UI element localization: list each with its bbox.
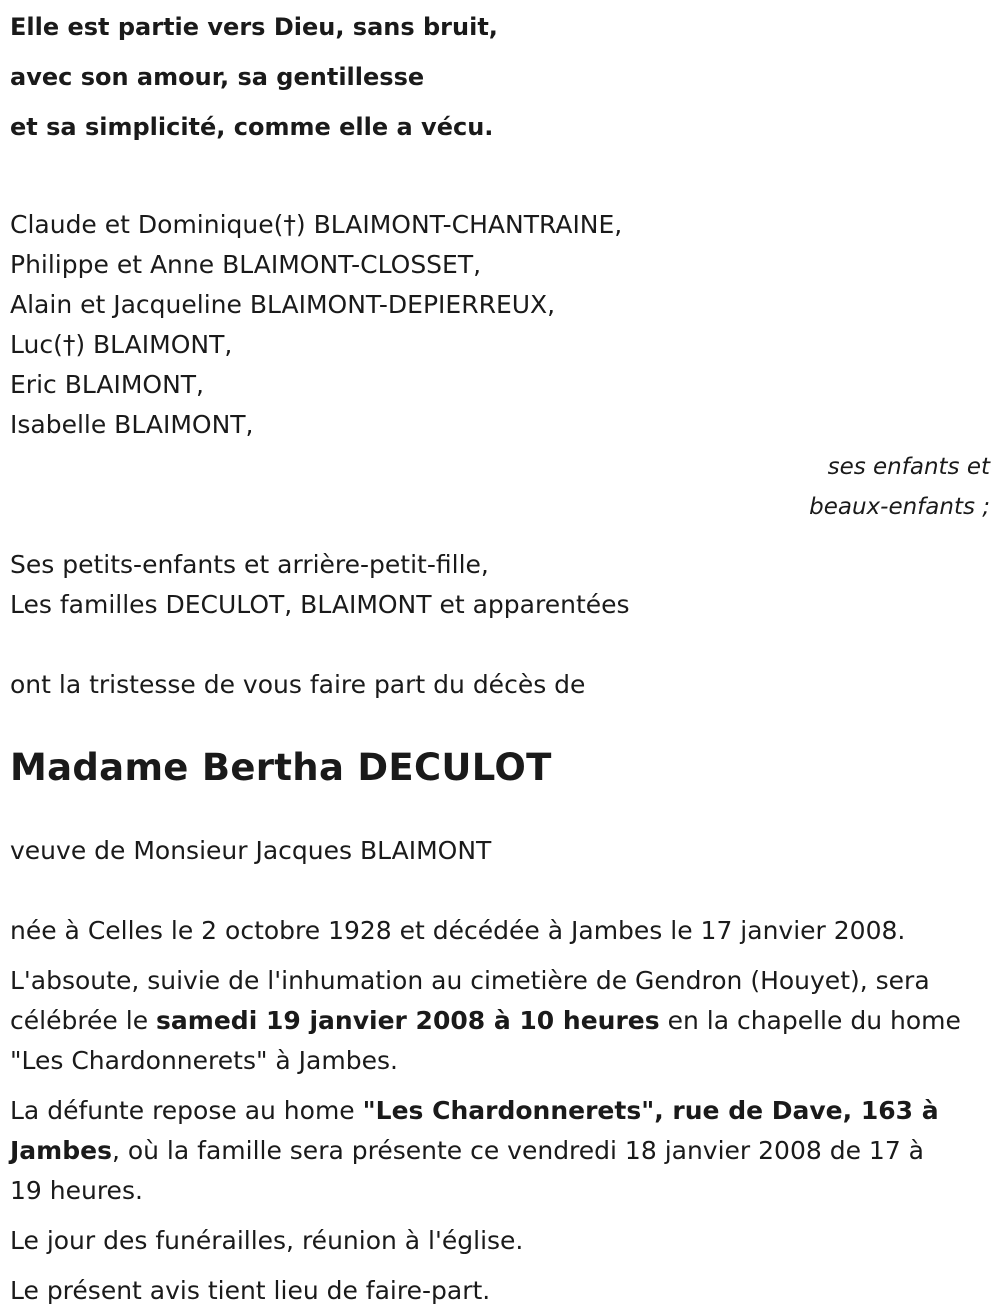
verse-line: et sa simplicité, comme elle a vécu. bbox=[10, 113, 494, 141]
notice-note: Le présent avis tient lieu de faire-part. bbox=[10, 1276, 491, 1305]
child-entry: Eric BLAIMONT, bbox=[10, 370, 205, 399]
other-relatives bbox=[10, 545, 990, 625]
verse bbox=[10, 2, 990, 152]
funeral-line: L'absoute, suivie de l'inhumation au cimetière de Gendron (Houyet), sera bbox=[10, 966, 930, 995]
deceased-name: Madame Bertha DECULOT bbox=[10, 746, 552, 789]
visitation-line bbox=[10, 1091, 990, 1131]
visitation-line bbox=[10, 1131, 990, 1171]
child-entry: Isabelle BLAIMONT, bbox=[10, 410, 254, 439]
obituary-notice bbox=[10, 0, 990, 1311]
visitation-address: "Les Chardonnerets", rue de Dave, 163 à bbox=[362, 1096, 939, 1125]
verse-line: avec son amour, sa gentillesse bbox=[10, 63, 425, 91]
child-entry: Claude et Dominique(†) BLAIMONT-CHANTRAINE, bbox=[10, 210, 623, 239]
funeral-date: samedi 19 janvier 2008 à 10 heures bbox=[156, 1006, 660, 1035]
relation-note bbox=[10, 447, 990, 527]
widow-of: veuve de Monsieur Jacques BLAIMONT bbox=[10, 836, 492, 865]
visitation-text: La défunte repose au home bbox=[10, 1096, 363, 1125]
funeral-text: en la chapelle du home bbox=[659, 1006, 961, 1035]
verse-line: Elle est partie vers Dieu, sans bruit, bbox=[10, 13, 498, 41]
child-entry: Luc(†) BLAIMONT, bbox=[10, 330, 233, 359]
children-list bbox=[10, 205, 990, 445]
announcement-intro: ont la tristesse de vous faire part du décès de bbox=[10, 670, 586, 699]
reunion-note: Le jour des funérailles, réunion à l'église. bbox=[10, 1226, 524, 1255]
birth-death: née à Celles le 2 octobre 1928 et décédée à Jambes le 17 janvier 2008. bbox=[10, 916, 906, 945]
relation-line: ses enfants et bbox=[827, 454, 990, 480]
relatives-line: Les familles DECULOT, BLAIMONT et apparentées bbox=[10, 590, 630, 619]
funeral-line bbox=[10, 1001, 990, 1041]
funeral-line: "Les Chardonnerets" à Jambes. bbox=[10, 1046, 398, 1075]
visitation-address: Jambes bbox=[10, 1136, 112, 1165]
funeral-details bbox=[10, 961, 990, 1081]
visitation-details bbox=[10, 1091, 990, 1211]
visitation-text: , où la famille sera présente ce vendredi 18 janvier 2008 de 17 à bbox=[111, 1136, 924, 1165]
visitation-line: 19 heures. bbox=[10, 1176, 143, 1205]
relation-line: beaux-enfants ; bbox=[809, 494, 990, 520]
relatives-line: Ses petits-enfants et arrière-petit-fille, bbox=[10, 550, 489, 579]
child-entry: Alain et Jacqueline BLAIMONT-DEPIERREUX, bbox=[10, 290, 556, 319]
child-entry: Philippe et Anne BLAIMONT-CLOSSET, bbox=[10, 250, 482, 279]
funeral-text: célébrée le bbox=[10, 1006, 157, 1035]
